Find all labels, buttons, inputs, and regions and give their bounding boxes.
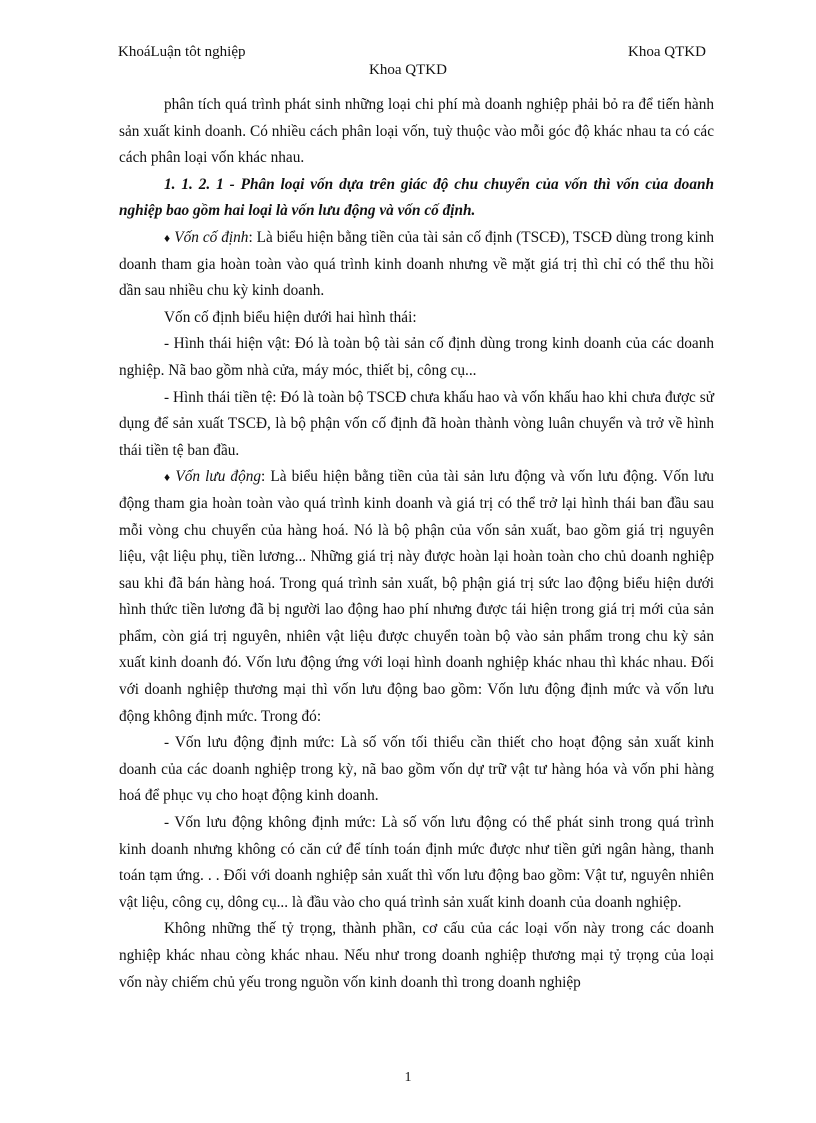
paragraph-working-capital [119, 464, 714, 730]
term-working-capital: Vốn lưu động [175, 468, 262, 486]
paragraph-conclusion: Không những thế tỷ trọng, thành phần, cơ cấu của các loại vốn này trong các doanh nghiệp khác nhau còng khác nhau. Nếu như trong doanh nghiệp thương mại tỷ trọng của loại vốn này chiếm chủ yếu trong nguồn vốn kinh doanh thì trong doanh nghiệp [119, 920, 714, 991]
paragraph-forms: Vốn cố định biểu hiện dưới hai hình thái: [164, 308, 417, 326]
working-capital-text: : Là biểu hiện bằng tiền của tài sản lưu động và vốn lưu động. Vốn lưu động tham gia hoàn toàn vào quá trình kinh doanh và giá trị có thể trở lại hình thái ban đầu sau mỗi vòng chu chuyển của hàng hoá. Nó là bộ phận của vốn sản xuất, bao gồm giá trị nguyên liệu, vật liệu phụ, tiền lương... Những giá trị này được hoàn lại hoàn toàn cho chủ doanh nghiệp sau khi đã bán hàng hoá. Trong quá trình sản xuất, bộ phận giá trị sức lao động biểu hiện dưới hình thức tiền lương đã bị người lao động hao phí nhưng được tái hiện trong giá trị mới của sản phẩm, còn giá trị nguyên, nhiên vật liệu được chuyển toàn bộ vào sản phẩm trong chu kỳ sản xuất kinh doanh đó. Vốn lưu động ứng với loại hình doanh nghiệp khác nhau thì khác nhau. Đối với doanh nghiệp thương mại thì vốn lưu động bao gồm: Vốn lưu động định mức và vốn lưu động không định mức. Trong đó: [119, 468, 715, 725]
paragraph-fixed-capital [119, 225, 714, 305]
header-center: Khoa QTKD [369, 62, 447, 78]
section-heading: 1. 1. 2. 1 - Phân loại vốn dựa trên giác độ chu chuyển của vốn thì vốn của doanh nghiệp bao gồm hai loại là vốn lưu động và vốn cố định. [119, 175, 714, 220]
diamond-bullet-icon: ♦ [164, 470, 172, 485]
term-fixed-capital: Vốn cố định [174, 228, 249, 246]
fixed-capital-text: : Là biểu hiện bằng tiền của tài sản cố định (TSCĐ), TSCĐ dùng trong kinh doanh tham gia hoàn toàn vào quá trình kinh doanh nhưng về mặt giá trị thì chỉ có thể thu hồi dần sau nhiều chu kỳ kinh doanh. [119, 228, 714, 300]
document-body [119, 92, 714, 996]
paragraph-physical-form: - Hình thái hiện vật: Đó là toàn bộ tài sản cố định dùng trong kinh doanh của các doanh nghiệp. Nã bao gồm nhà cửa, máy móc, thiết bị, công cụ... [119, 335, 714, 379]
header-left: KhoáLuận tôt nghiệp [118, 44, 246, 60]
paragraph-intro: phân tích quá trình phát sinh những loại chi phí mà doanh nghiệp phải bỏ ra để tiến hành sản xuất kinh doanh. Có nhiều cách phân loại vốn, tuỳ thuộc vào mỗi góc độ khác nhau ta có các cách phân loại vốn khác nhau. [119, 96, 714, 167]
paragraph-monetary-form: - Hình thái tiền tệ: Đó là toàn bộ TSCĐ chưa khấu hao và vốn khấu hao khi chưa được sử dụng để sản xuất TSCĐ, là bộ phận vốn cố định đã hoàn thành vòng luân chuyển và trở về hình thái tiền tệ ban đầu. [119, 388, 714, 459]
diamond-bullet-icon: ♦ [164, 230, 171, 245]
header-right: Khoa QTKD [628, 44, 706, 60]
paragraph-normative-capital: - Vốn lưu động định mức: Là số vốn tối thiểu cần thiết cho hoạt động sản xuất kinh doanh của các doanh nghiệp trong kỳ, nã bao gồm vốn dự trữ vật tư hàng hóa và vốn phi hàng hoá để phục vụ cho hoạt động kinh doanh. [119, 734, 714, 805]
paragraph-non-normative-capital: - Vốn lưu động không định mức: Là số vốn lưu động có thể phát sinh trong quá trình kinh doanh nhưng không có căn cứ để tính toán định mức được như tiền gửi ngân hàng, thanh toán tạm ứng. . . Đối với doanh nghiệp sản xuất thì vốn lưu động bao gồm: Vật tư, nguyên nhiên vật liệu, công cụ, dông cụ... là đầu vào cho quá trình sản xuất kinh doanh của doanh nghiệp. [119, 814, 714, 911]
page-number: 1 [404, 1070, 412, 1085]
